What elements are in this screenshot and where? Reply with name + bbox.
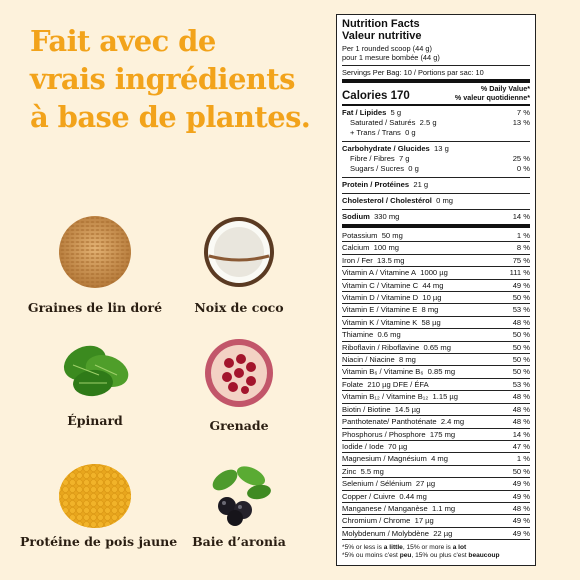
ingredient-yellow-pea bbox=[20, 458, 178, 549]
nutrient-daily-value: 1 % bbox=[516, 454, 530, 464]
nutrient-amount: 0.6 mg bbox=[377, 330, 401, 340]
nutrient-amount: 8 mg bbox=[399, 355, 416, 365]
macronutrient-list bbox=[342, 108, 530, 222]
servings-per-bag: Servings Per Bag: 10 / Portions par sac: 10 bbox=[342, 68, 484, 77]
nutrient-name: Manganese / Manganèse bbox=[342, 503, 428, 513]
nutrient-daily-value: 49 % bbox=[512, 479, 530, 489]
micronutrient-row bbox=[342, 317, 530, 329]
nutrient-name: Carbohydrate / Glucides bbox=[342, 144, 430, 153]
nutrient-name: Potassium bbox=[342, 231, 378, 240]
nutrient-daily-value: 13 % bbox=[512, 118, 530, 127]
ingredient-flaxseed bbox=[20, 212, 170, 315]
nutrient-amount: 2.5 g bbox=[419, 118, 437, 127]
micronutrient-row bbox=[342, 230, 530, 242]
nutrient-name: Magnesium / Magnésium bbox=[342, 454, 427, 464]
nutrient-daily-value: 53 % bbox=[512, 305, 530, 315]
nutrient-amount: 14.5 µg bbox=[394, 404, 421, 414]
headline-line-3: à base de plantes. bbox=[30, 100, 311, 134]
nutrient-daily-value: 111 % bbox=[509, 268, 530, 278]
serving-size-fr: pour 1 mesure bombée (44 g) bbox=[342, 53, 440, 62]
micronutrient-row bbox=[342, 391, 530, 403]
ingredient-label: Épinard bbox=[67, 413, 123, 428]
micronutrient-row bbox=[342, 304, 530, 316]
nutrient-amount: 100 mg bbox=[373, 243, 400, 253]
macronutrient-row bbox=[342, 196, 530, 206]
nutrient-amount: 17 µg bbox=[414, 516, 434, 526]
headline-line-2: vrais ingrédients bbox=[30, 62, 295, 96]
micronutrient-list bbox=[342, 230, 530, 540]
headline-line-1: Fait avec de bbox=[30, 24, 216, 58]
micronutrient-row bbox=[342, 441, 530, 453]
nutrient-name: Folate bbox=[342, 379, 364, 389]
nutrient-name: Fat / Lipides bbox=[342, 108, 387, 117]
ingredient-spinach bbox=[20, 335, 170, 428]
micronutrient-row bbox=[342, 366, 530, 378]
nutrient-name: Biotin / Biotine bbox=[342, 404, 391, 414]
micronutrient-row bbox=[342, 329, 530, 341]
nutrient-name: Vitamin A / Vitamine A bbox=[342, 268, 417, 278]
nutrient-daily-value: 49 % bbox=[512, 491, 530, 501]
micronutrient-row bbox=[342, 478, 530, 490]
ingredient-label: Protéine de pois jaune bbox=[20, 534, 178, 549]
nutrient-amount: 21 g bbox=[413, 180, 429, 189]
micronutrient-row bbox=[342, 453, 530, 465]
nutrient-daily-value: 1 % bbox=[516, 231, 530, 240]
nutrient-amount: 13.5 mg bbox=[377, 255, 405, 265]
macronutrient-row bbox=[342, 164, 530, 174]
daily-value-header bbox=[455, 85, 530, 102]
divider bbox=[342, 177, 530, 178]
nutrient-name: Copper / Cuivre bbox=[342, 491, 396, 501]
nutrient-name: Chromium / Chrome bbox=[342, 516, 411, 526]
nutrient-amount: 50 mg bbox=[381, 231, 403, 240]
divider bbox=[342, 193, 530, 194]
nutrient-name: Vitamin B₁₂ / Vitamine B₁₂ bbox=[342, 392, 429, 402]
nutrient-amount: 13 g bbox=[434, 144, 449, 153]
ingredient-aronia bbox=[164, 458, 314, 549]
ingredient-label: Noix de coco bbox=[194, 300, 284, 315]
nutrient-name: Calcium bbox=[342, 243, 370, 253]
micronutrient-row bbox=[342, 528, 530, 540]
nutrient-amount: 4 mg bbox=[431, 454, 448, 464]
calories-label: Calories 170 bbox=[342, 90, 410, 102]
nutrient-amount: 5.5 mg bbox=[360, 466, 384, 476]
yellow-pea-icon bbox=[55, 458, 135, 530]
ingredient-label: Baie d’aronia bbox=[192, 534, 286, 549]
nutrient-name: + Trans / Trans bbox=[350, 128, 401, 137]
nutrient-amount: 0 mg bbox=[436, 196, 454, 205]
calories-row bbox=[342, 85, 530, 102]
nutrient-name: Sugars / Sucres bbox=[350, 164, 405, 173]
pomegranate-icon bbox=[199, 335, 279, 410]
nutrient-daily-value: 50 % bbox=[512, 367, 530, 377]
nutrient-name: Fibre / Fibres bbox=[350, 154, 395, 163]
micronutrient-row bbox=[342, 242, 530, 254]
nutrient-name: Selenium / Sélénium bbox=[342, 479, 412, 489]
nutrient-daily-value: 50 % bbox=[512, 342, 530, 352]
footnote bbox=[342, 544, 530, 560]
nutrient-amount: 0.44 mg bbox=[399, 491, 427, 501]
nutrient-daily-value: 0 % bbox=[516, 164, 530, 173]
nutrient-name: Riboflavin / Riboflavine bbox=[342, 342, 420, 352]
nutrient-daily-value: 14 % bbox=[512, 429, 530, 439]
coconut-icon bbox=[199, 212, 279, 292]
macronutrient-row bbox=[342, 144, 530, 154]
ingredient-pomegranate bbox=[164, 335, 314, 433]
micronutrient-row bbox=[342, 491, 530, 503]
nutrient-name: Iodide / Iode bbox=[342, 441, 384, 451]
ingredient-coconut bbox=[164, 212, 314, 315]
golden-flaxseed-icon bbox=[55, 212, 135, 292]
footnote-en: *5% or less is a little, 15% or more is a lot bbox=[342, 544, 467, 552]
nutrient-amount: 5 g bbox=[390, 108, 402, 117]
nutrient-daily-value: 50 % bbox=[512, 293, 530, 303]
nutrient-daily-value: 75 % bbox=[512, 255, 530, 265]
footnote-fr: *5% ou moins c'est peu, 15% ou plus c'est beaucoup bbox=[342, 552, 500, 560]
nutrient-amount: 44 mg bbox=[422, 280, 444, 290]
nutrient-amount: 175 mg bbox=[429, 429, 456, 439]
micronutrient-row bbox=[342, 267, 530, 279]
micronutrient-row bbox=[342, 429, 530, 441]
nutrient-daily-value: 49 % bbox=[512, 528, 530, 538]
nutrient-name: Molybdenum / Molybdène bbox=[342, 528, 429, 538]
nutrient-amount: 27 µg bbox=[415, 479, 436, 489]
nutrient-amount: 70 µg bbox=[388, 441, 408, 451]
nutrient-amount: 22 µg bbox=[433, 528, 453, 538]
nutrient-name: Niacin / Niacine bbox=[342, 355, 395, 365]
nutrient-amount: 10 µg bbox=[422, 293, 442, 303]
ingredient-label: Graines de lin doré bbox=[27, 300, 163, 315]
macronutrient-row bbox=[342, 154, 530, 164]
nutrient-amount: 0 g bbox=[408, 164, 419, 173]
nutrient-name: Panthotenate/ Panthoténate bbox=[342, 417, 437, 427]
nutrient-daily-value: 14 % bbox=[512, 212, 530, 221]
ingredient-label: Grenade bbox=[209, 418, 269, 433]
nutrient-amount: 0.65 mg bbox=[423, 342, 451, 352]
nutrient-daily-value: 48 % bbox=[512, 392, 530, 402]
macronutrient-row bbox=[342, 212, 530, 222]
serving-size-en: Per 1 rounded scoop (44 g) bbox=[342, 44, 432, 53]
nutrient-daily-value: 48 % bbox=[512, 317, 530, 327]
nutrient-daily-value: 50 % bbox=[512, 466, 530, 476]
nutrient-amount: 1.15 µg bbox=[432, 392, 459, 402]
nutrient-amount: 0.85 mg bbox=[427, 367, 456, 377]
nutrient-name: Protein / Protéines bbox=[342, 180, 410, 189]
nutrient-name: Phosphorus / Phosphore bbox=[342, 429, 426, 439]
nutrient-daily-value: 8 % bbox=[516, 243, 530, 253]
micronutrient-row bbox=[342, 280, 530, 292]
nutrient-daily-value: 50 % bbox=[512, 330, 530, 340]
nutrient-name: Saturated / Saturés bbox=[350, 118, 416, 127]
nutrition-title-en: Nutrition Facts bbox=[342, 18, 420, 30]
nutrient-daily-value: 48 % bbox=[512, 404, 530, 414]
nutrient-name: Zinc bbox=[342, 466, 357, 476]
nutrition-title-fr: Valeur nutritive bbox=[342, 30, 422, 42]
nutrient-name: Vitamin D / Vitamine D bbox=[342, 293, 419, 303]
nutrient-amount: 330 mg bbox=[374, 212, 400, 221]
macronutrient-row bbox=[342, 128, 530, 138]
spinach-icon bbox=[55, 335, 135, 405]
nutrient-daily-value: 49 % bbox=[512, 516, 530, 526]
nutrition-facts-panel bbox=[336, 14, 536, 566]
nutrient-name: Iron / Fer bbox=[342, 255, 373, 265]
nutrient-amount: 58 µg bbox=[421, 317, 441, 327]
micronutrient-row bbox=[342, 515, 530, 527]
nutrient-amount: 8 mg bbox=[421, 305, 439, 315]
daily-value-fr: % valeur quotidienne* bbox=[454, 92, 530, 102]
nutrient-daily-value: 53 % bbox=[512, 379, 530, 389]
micronutrient-row bbox=[342, 466, 530, 478]
nutrient-daily-value: 49 % bbox=[512, 280, 530, 290]
nutrient-daily-value: 7 % bbox=[516, 108, 530, 117]
nutrient-amount: 0 g bbox=[405, 128, 416, 137]
micronutrient-row bbox=[342, 354, 530, 366]
nutrient-daily-value: 48 % bbox=[512, 417, 530, 427]
nutrient-name: Sodium bbox=[342, 212, 370, 221]
macronutrient-row bbox=[342, 108, 530, 118]
nutrient-daily-value: 25 % bbox=[512, 154, 530, 163]
nutrient-daily-value: 48 % bbox=[512, 503, 530, 513]
micronutrient-row bbox=[342, 416, 530, 428]
nutrient-amount: 2.4 mg bbox=[440, 417, 465, 427]
macronutrient-row bbox=[342, 118, 530, 128]
micronutrient-row bbox=[342, 292, 530, 304]
headline bbox=[30, 22, 330, 136]
nutrient-amount: 1.1 mg bbox=[431, 503, 456, 513]
nutrient-name: Vitamin E / Vitamine E bbox=[342, 305, 418, 315]
daily-value-en: % Daily Value* bbox=[480, 84, 530, 93]
nutrient-amount: 1000 µg bbox=[420, 268, 448, 278]
nutrient-name: Thiamine bbox=[342, 330, 374, 340]
micronutrient-row bbox=[342, 503, 530, 515]
micronutrient-row bbox=[342, 379, 530, 391]
micronutrient-row bbox=[342, 404, 530, 416]
divider bbox=[342, 141, 530, 142]
nutrient-name: Vitamin K / Vitamine K bbox=[342, 317, 418, 327]
nutrient-name: Vitamin C / Vitamine C bbox=[342, 280, 419, 290]
nutrient-name: Cholesterol / Cholestérol bbox=[342, 196, 432, 205]
macronutrient-row bbox=[342, 180, 530, 190]
divider bbox=[342, 209, 530, 210]
aronia-berry-icon bbox=[199, 458, 279, 530]
micronutrient-row bbox=[342, 255, 530, 267]
nutrient-daily-value: 50 % bbox=[512, 355, 530, 365]
nutrient-daily-value: 47 % bbox=[512, 441, 530, 451]
micronutrient-row bbox=[342, 342, 530, 354]
nutrient-name: Vitamin B₆ / Vitamine B₆ bbox=[342, 367, 424, 377]
nutrient-amount: 7 g bbox=[398, 154, 410, 163]
nutrient-amount: 210 µg DFE / ÉFA bbox=[367, 379, 429, 389]
